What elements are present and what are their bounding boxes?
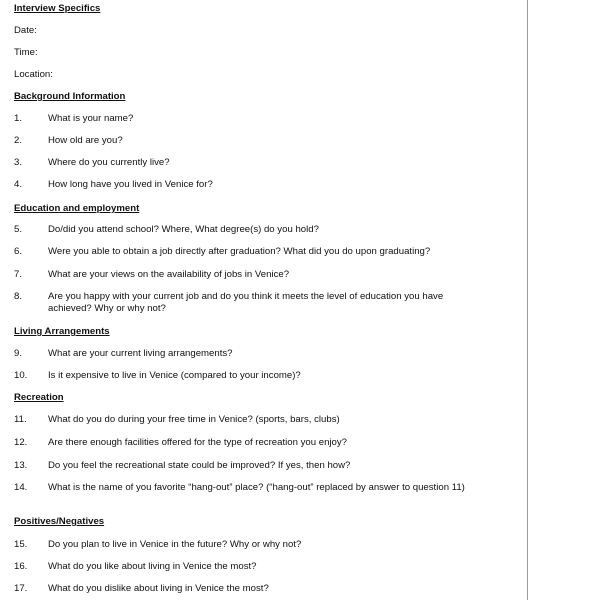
question-number: 1. (14, 113, 23, 124)
question-number: 10. (14, 370, 28, 381)
question-text: Do/did you attend school? Where, What degree(s) do you hold? (48, 224, 319, 235)
section-heading-living: Living Arrangements (14, 326, 110, 337)
question-text: What is the name of you favorite “hang-out” place? (“hang-out” replaced by answer to question 11) (48, 482, 465, 493)
question-text: What do you do during your free time in Venice? (sports, bars, clubs) (48, 414, 340, 425)
question-text: Do you feel the recreational state could be improved? If yes, then how? (48, 460, 351, 471)
question-number: 14. (14, 482, 28, 493)
question-text: Do you plan to live in Venice in the future? Why or why not? (48, 539, 302, 550)
question-text: What are your current living arrangements? (48, 348, 233, 359)
question-number: 7. (14, 269, 23, 280)
question-number: 4. (14, 179, 23, 190)
question-text: How long have you lived in Venice for? (48, 179, 213, 190)
question-number: 8. (14, 291, 23, 302)
question-text: Is it expensive to live in Venice (compared to your income)? (48, 370, 301, 381)
question-text: What do you like about living in Venice the most? (48, 561, 257, 572)
question-number: 16. (14, 561, 28, 572)
question-number: 5. (14, 224, 23, 235)
question-number: 15. (14, 539, 28, 550)
section-heading-positives-negatives: Positives/Negatives (14, 516, 105, 527)
question-number: 6. (14, 246, 23, 257)
section-heading-interview-specifics: Interview Specifics (14, 3, 101, 14)
question-number: 11. (14, 414, 27, 425)
question-number: 2. (14, 135, 23, 146)
location-label: Location: (14, 69, 53, 80)
time-label: Time: (14, 47, 38, 58)
section-heading-background: Background Information (14, 91, 126, 102)
question-text: Are you happy with your current job and do you think it meets the level of education you have achieved? Why or why not? (48, 291, 444, 314)
question-text: Where do you currently live? (48, 157, 170, 168)
date-label: Date: (14, 25, 37, 36)
question-number: 17. (14, 583, 28, 594)
question-number: 9. (14, 348, 23, 359)
question-number: 3. (14, 157, 23, 168)
question-text: What is your name? (48, 113, 134, 124)
question-text: How old are you? (48, 135, 123, 146)
question-text: Are there enough facilities offered for the type of recreation you enjoy? (48, 437, 348, 448)
question-text: What do you dislike about living in Venice the most? (48, 583, 269, 594)
question-number: 12. (14, 437, 28, 448)
question-text: What are your views on the availability of jobs in Venice? (48, 269, 290, 280)
question-text: Were you able to obtain a job directly after graduation? What did you do upon graduating? (48, 246, 431, 257)
section-heading-recreation: Recreation (14, 392, 64, 403)
question-number: 13. (14, 460, 28, 471)
window-background (528, 0, 606, 600)
section-heading-education: Education and employment (14, 203, 140, 214)
